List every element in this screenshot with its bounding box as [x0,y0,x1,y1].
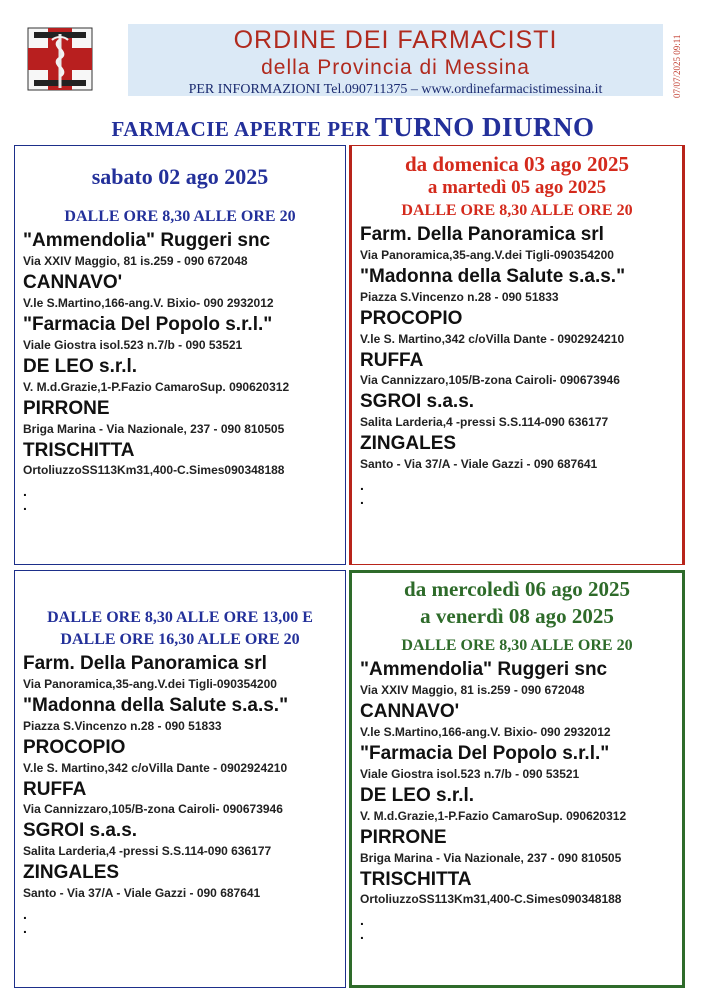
panel-hours-line1: DALLE ORE 8,30 ALLE ORE 13,00 E [47,609,313,626]
list-item [23,398,345,437]
list-item [360,701,682,740]
panel-hours-line2: DALLE ORE 16,30 ALLE ORE 20 [60,631,300,648]
pharmacy-address: Salita Larderia,4 -pressi S.S.114-090 636177 [23,844,272,859]
list-item [360,827,682,866]
bullet-dot: . [23,906,27,923]
pharmacy-address: Piazza S.Vincenzo n.28 - 090 51833 [360,289,559,304]
pharmacy-list [360,659,682,941]
pharmacy-name: Farm. Della Panoramica srl [23,653,267,674]
list-item [360,433,682,472]
list-item [360,391,682,430]
pharmacy-name: ZINGALES [360,433,457,455]
pharmacy-address: Via Cannizzaro,105/B-zona Cairoli- 090673946 [23,802,283,817]
bullet-dot: . [360,477,364,494]
list-item [23,440,345,479]
list-item [23,314,345,353]
pharmacy-name: CANNAVO' [23,272,123,294]
pharmacy-address: V.le S. Martino,342 c/oVilla Dante - 0902924210 [23,760,288,775]
bullet-dot: . [360,912,364,929]
list-item [23,230,345,269]
pharmacy-name: RUFFA [23,778,87,800]
date-stamp: 07/07/2025 09:11 [672,34,682,98]
pharmacy-name: DE LEO s.r.l. [360,784,475,806]
pharmacy-address: Viale Giostra isol.523 n.7/b - 090 53521 [360,766,580,781]
pharmacy-name: SGROI s.a.s. [360,391,475,413]
list-item [360,743,682,782]
list-item [23,737,345,776]
bullet-dot: . [23,920,27,937]
pharmacy-address: Santo - Via 37/A - Viale Gazzi - 090 687641 [23,886,261,901]
pharmacy-address: OrtoliuzzoSS113Km31,400-C.Simes090348188 [23,463,285,478]
list-item [360,869,682,908]
list-item [360,266,682,305]
pharmacy-name: TRISCHITTA [360,868,472,890]
panel-saturday-split-hours [14,570,346,988]
list-item [23,272,345,311]
pharmacy-name: CANNAVO' [360,701,460,723]
pharmacy-address: V. M.d.Grazie,1-P.Fazio CamaroSup. 090620312 [23,379,290,394]
page-heading [0,112,706,143]
panel-date-line2: a martedì 05 ago 2025 [427,177,607,199]
pharmacy-name: RUFFA [360,349,424,371]
pharmacy-address: Via XXIV Maggio, 81 is.259 - 090 672048 [360,683,585,698]
list-item [23,820,345,859]
list-item [23,779,345,818]
org-title: ORDINE DEI FARMACISTI [233,26,558,54]
org-subtitle: della Provincia di Messina [261,56,530,79]
bullet-dot: . [360,491,364,508]
pharmacy-name: ZINGALES [23,862,120,884]
pharmacy-address: OrtoliuzzoSS113Km31,400-C.Simes090348188 [360,892,622,907]
pharmacy-address: Briga Marina - Via Nazionale, 237 - 090 810505 [23,421,285,436]
bullet-dot: . [23,483,27,500]
list-item [360,659,682,698]
pharmacy-address: V.le S.Martino,166-ang.V. Bixio- 090 2932012 [360,725,611,740]
panel-date-line1: da mercoledì 06 ago 2025 [404,577,630,601]
list-item [360,350,682,389]
list-item [360,785,682,824]
pharmacy-name: PIRRONE [23,397,110,419]
panel-saturday [14,145,346,565]
pharmacy-name: "Ammendolia" Ruggeri snc [360,659,608,681]
pharmacy-name: PROCOPIO [23,736,126,758]
pharmacy-address: Via XXIV Maggio, 81 is.259 - 090 672048 [23,254,248,269]
pharmacy-cross-caduceus-logo [20,18,100,98]
pharmacy-address: V. M.d.Grazie,1-P.Fazio CamaroSup. 090620312 [360,808,627,823]
list-item [360,224,682,263]
pharmacy-address: V.le S. Martino,342 c/oVilla Dante - 0902924210 [360,331,625,346]
list-item [23,356,345,395]
contact-info: PER INFORMAZIONI Tel.090711375 – www.ordinefarmacistimessina.it [188,82,603,97]
pharmacy-address: Santo - Via 37/A - Viale Gazzi - 090 687641 [360,457,598,472]
pharmacy-address: Piazza S.Vincenzo n.28 - 090 51833 [23,718,222,733]
pharmacy-name: "Madonna della Salute s.a.s." [360,265,626,287]
pharmacy-name: "Madonna della Salute s.a.s." [23,694,289,716]
pharmacy-name: "Farmacia Del Popolo s.r.l." [23,314,273,336]
pharmacy-address: Via Cannizzaro,105/B-zona Cairoli- 090673946 [360,373,620,388]
pharmacy-name: SGROI s.a.s. [23,820,138,842]
pharmacy-address: Via Panoramica,35-ang.V.dei Tigli-090354200 [360,247,614,262]
panel-sunday-tuesday [349,145,685,565]
panel-date-line1: da domenica 03 ago 2025 [404,152,629,176]
page-heading-large: TURNO DIURNO [374,112,595,142]
pharmacy-name: DE LEO s.r.l. [23,355,138,377]
panel-hours: DALLE ORE 8,30 ALLE ORE 20 [401,637,633,655]
page-heading-small: FARMACIE APERTE PER [111,117,371,141]
list-item [360,308,682,347]
bullet-dot: . [23,497,27,514]
pharmacy-name: "Ammendolia" Ruggeri snc [23,230,271,252]
list-item [23,653,345,692]
pharmacy-name: TRISCHITTA [23,439,135,461]
pharmacy-address: Briga Marina - Via Nazionale, 237 - 090 810505 [360,850,622,865]
bullet-dot: . [360,926,364,943]
pharmacy-address: Salita Larderia,4 -pressi S.S.114-090 636177 [360,415,609,430]
pharmacy-name: PIRRONE [360,826,447,848]
pharmacy-list [360,224,682,506]
pharmacy-name: PROCOPIO [360,307,463,329]
pharmacy-name: "Farmacia Del Popolo s.r.l." [360,743,610,765]
panel-date-line2: a venerdì 08 ago 2025 [420,604,614,629]
panel-hours: DALLE ORE 8,30 ALLE ORE 20 [401,201,633,219]
list-item [23,695,345,734]
panel-hours: DALLE ORE 8,30 ALLE ORE 20 [64,208,296,226]
pharmacy-name: Farm. Della Panoramica srl [360,223,604,245]
panel-date: sabato 02 ago 2025 [91,164,269,189]
pharmacy-address: Via Panoramica,35-ang.V.dei Tigli-090354200 [23,676,277,691]
pharmacy-address: V.le S.Martino,166-ang.V. Bixio- 090 2932012 [23,296,274,311]
pharmacy-list [23,653,345,935]
pharmacy-address: Viale Giostra isol.523 n.7/b - 090 53521 [23,337,243,352]
panel-wednesday-friday [349,570,685,988]
pharmacy-list [23,230,345,512]
list-item [23,862,345,901]
header [20,18,686,98]
